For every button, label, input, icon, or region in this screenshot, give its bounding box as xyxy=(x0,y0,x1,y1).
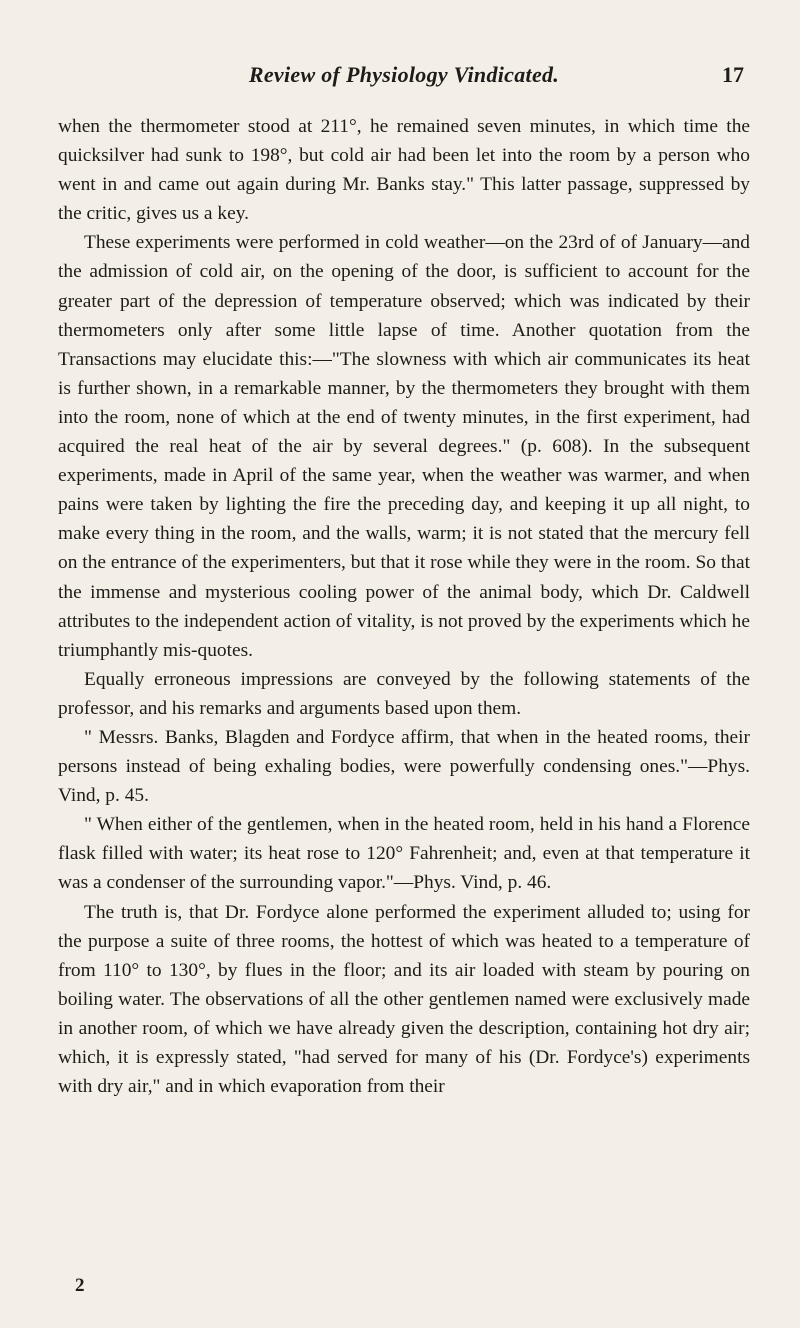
paragraph-3: Equally erroneous impressions are conveyed by the following statements of the professor, and his remarks and arguments based upon them. xyxy=(58,668,750,719)
running-head xyxy=(58,62,750,98)
running-title: Review of Physiology Vindicated. xyxy=(248,62,560,87)
paragraph-4-quotation: " Messrs. Banks, Blagden and Fordyce affirm, that when in the heated rooms, their persons instead of being exhaling bodies, were powerfully condensing ones."—Phys. Vind, p. 45. xyxy=(58,726,750,807)
paragraph-2: These experiments were performed in cold weather—on the 23rd of of January—and the admission of cold air, on the opening of the door, is sufficient to account for the greater part of the depression of temperature observed; which was indicated by their thermometers only after some little lapse of time. Another quotation from the Transactions may elucidate this:—"The slowness with which air communicates its heat is further shown, in a remarkable manner, by the thermometers they brought with them into the room, none of which at the end of twenty minutes, in the first experiment, had acquired the real heat of the air by several degrees." (p. 608). In the subsequent experiments, made in April of the same year, when the weather was warmer, and when pains were taken by lighting the fire the preceding day, and keeping it up all night, to make every thing in the room, and the walls, warm; it is not stated that the mercury fell on the entrance of the experimenters, but that it rose while they were in the room. So that the immense and mysterious cooling power of the animal body, which Dr. Caldwell attributes to the independent action of vitality, is not proved by the experiments which he triumphantly mis-quotes. xyxy=(58,232,750,661)
paragraph-1: when the thermometer stood at 211°, he remained seven minutes, in which time the quicksilver had sunk to 198°, but cold air had been let into the room by a person who went in and came out again during Mr. Banks stay." This latter passage, suppressed by the critic, gives us a key. xyxy=(58,116,750,225)
body-text xyxy=(58,112,750,1101)
signature-mark: 2 xyxy=(75,1275,85,1296)
page-number: 17 xyxy=(722,62,744,87)
paragraph-5-quotation: " When either of the gentlemen, when in the heated room, held in his hand a Florence flask filled with water; its heat rose to 120° Fahrenheit; and, even at that temperature it was a condenser of the surrounding vapor."—Phys. Vind, p. 46. xyxy=(58,814,750,894)
paragraph-6: The truth is, that Dr. Fordyce alone performed the experiment alluded to; using for the purpose a suite of three rooms, the hottest of which was heated to a temperature of from 110° to 130°, by flues in the floor; and its air loaded with steam by pouring on boiling water. The observations of all the other gentlemen named were exclusively made in another room, of which we have already given the description, containing hot dry air; which, it is expressly stated, "had served for many of his (Dr. Fordyce's) experiments with dry air," and in which evaporation from their xyxy=(58,901,750,1098)
